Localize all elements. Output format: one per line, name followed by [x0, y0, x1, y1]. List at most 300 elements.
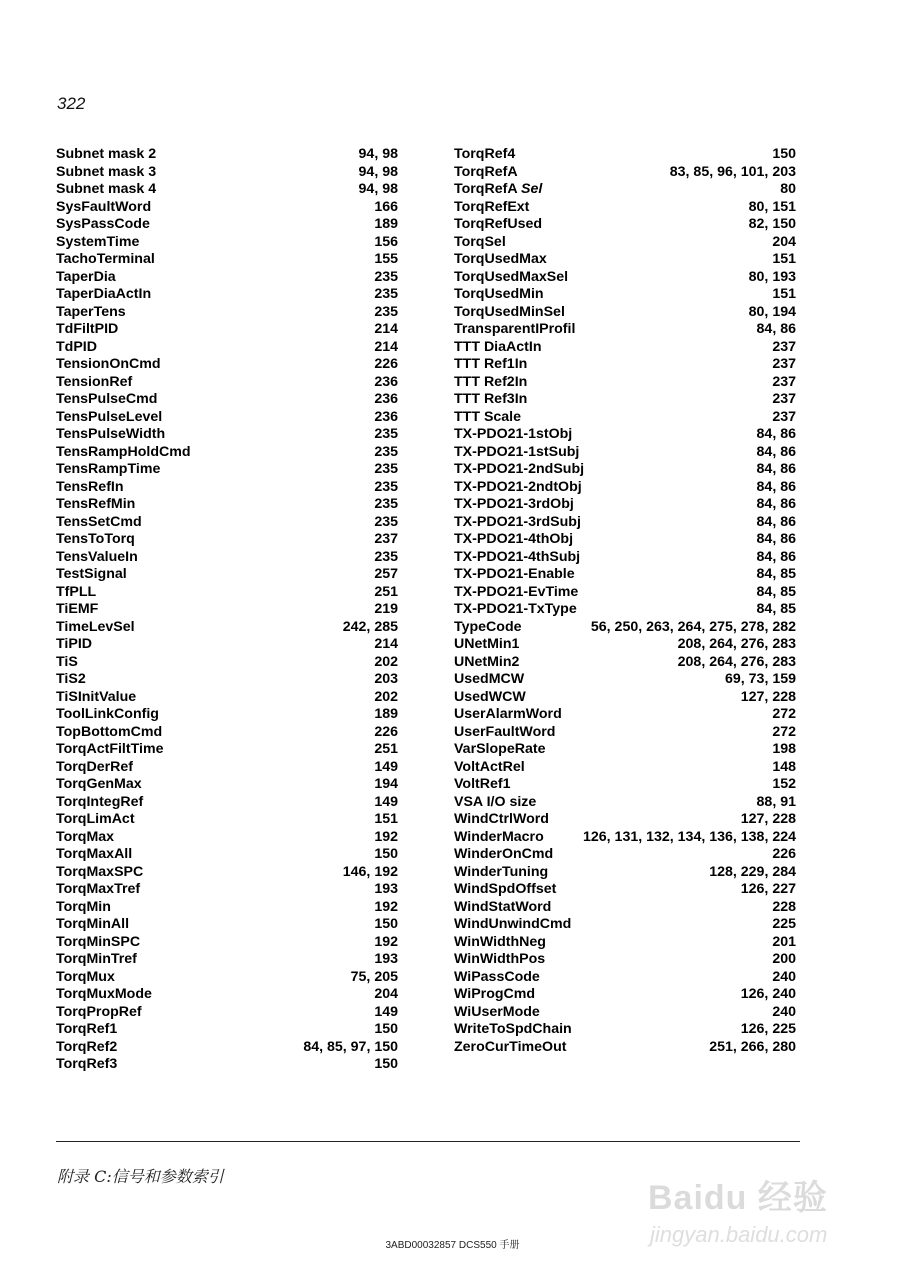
index-term — [454, 846, 553, 864]
index-entry — [454, 199, 796, 217]
index-entry — [56, 654, 398, 672]
index-term-text: TX-PDO21-2ndtObj — [454, 478, 582, 495]
index-page-refs: 237 — [772, 356, 796, 372]
index-entry — [56, 619, 398, 637]
index-term-text: TypeCode — [454, 618, 522, 635]
index-term — [454, 461, 584, 479]
index-term-text: TfPLL — [56, 583, 97, 600]
index-entry — [454, 426, 796, 444]
index-entry — [454, 899, 796, 917]
index-term-text: WiProgCmd — [454, 986, 536, 1002]
index-page-refs: 225 — [772, 916, 796, 932]
index-term-text: TensionOnCmd — [56, 356, 161, 372]
index-entry — [56, 916, 398, 934]
index-term-text: TorqDerRef — [56, 758, 133, 775]
index-entry — [454, 1039, 796, 1057]
index-term-text: TorqMinTref — [56, 951, 137, 967]
index-page-refs: 189 — [374, 216, 398, 232]
index-page-refs: 94, 98 — [358, 181, 398, 197]
index-term-text: TorqIntegRef — [56, 793, 144, 810]
index-entry — [56, 549, 398, 567]
index-term-text: TorqMinAll — [56, 916, 130, 932]
index-entry — [454, 514, 796, 532]
index-entry — [56, 1004, 398, 1022]
index-term — [56, 444, 191, 462]
index-page-refs: 214 — [374, 321, 398, 337]
index-term-text: UNetMin1 — [454, 636, 520, 652]
index-entry — [454, 216, 796, 234]
index-page-refs: 84, 86 — [756, 321, 796, 337]
index-term-text: ZeroCurTimeOut — [454, 1038, 567, 1055]
index-entry — [454, 286, 796, 304]
index-entry — [56, 1056, 398, 1074]
index-page-refs: 193 — [374, 881, 398, 897]
index-term-text: TorqRefUsed — [454, 216, 543, 232]
index-entry — [454, 269, 796, 287]
index-entry — [56, 969, 398, 987]
index-entry — [56, 584, 398, 602]
index-term — [454, 951, 545, 969]
index-entry — [56, 934, 398, 952]
index-page-refs: 208, 264, 276, 283 — [677, 636, 796, 652]
index-entry — [56, 741, 398, 759]
index-entry — [454, 251, 796, 269]
index-term — [454, 496, 574, 514]
index-term-text: TorqSel — [454, 233, 506, 250]
index-page-refs: 235 — [374, 496, 398, 512]
index-page-refs: 235 — [374, 303, 398, 320]
index-page-refs: 192 — [374, 933, 398, 950]
index-term — [454, 549, 580, 567]
index-page-refs: 84, 86 — [756, 426, 796, 442]
index-page-refs: 202 — [374, 653, 398, 670]
index-term-text: TX-PDO21-3rdSubj — [454, 513, 581, 530]
index-page-refs: 272 — [772, 723, 796, 740]
index-term-text: TX-PDO21-3rdObj — [454, 496, 574, 512]
index-term-suffix: Sel — [521, 181, 543, 197]
index-term-text: Subnet mask 4 — [56, 181, 157, 197]
index-entry — [454, 164, 796, 182]
index-term-text: TorqMaxTref — [56, 881, 141, 897]
index-page-refs: 272 — [772, 706, 796, 722]
index-page-refs: 149 — [374, 1003, 398, 1020]
index-term — [56, 426, 165, 444]
index-term — [56, 566, 127, 584]
index-page-refs: 126, 131, 132, 134, 136, 138, 224 — [583, 828, 796, 845]
index-term — [454, 986, 535, 1004]
index-term-text: TX-PDO21-Enable — [454, 566, 575, 582]
index-entry — [454, 654, 796, 672]
index-page-refs: 214 — [374, 338, 398, 355]
index-entry — [56, 1021, 398, 1039]
index-page-refs: 151 — [772, 251, 796, 267]
index-term — [454, 234, 506, 252]
index-term — [56, 356, 161, 374]
index-entry — [56, 671, 398, 689]
index-page-refs: 194 — [374, 776, 398, 792]
index-entry — [56, 181, 398, 199]
index-page-refs: 94, 98 — [358, 163, 398, 180]
index-page-refs: 150 — [374, 1021, 398, 1037]
index-term-text: TX-PDO21-TxType — [454, 601, 577, 617]
index-entry — [454, 671, 796, 689]
index-entry — [56, 706, 398, 724]
index-term-text: TransparentIProfil — [454, 321, 576, 337]
index-term — [454, 969, 540, 987]
index-term-text: TorqRef1 — [56, 1021, 118, 1037]
index-page-refs: 226 — [772, 846, 796, 862]
index-entry — [454, 934, 796, 952]
index-entry — [56, 636, 398, 654]
index-term — [56, 234, 139, 252]
page-number: 322 — [57, 94, 86, 113]
index-term — [56, 304, 126, 322]
index-page-refs: 200 — [772, 951, 796, 967]
index-entry — [56, 444, 398, 462]
index-term-text: ToolLinkConfig — [56, 706, 159, 722]
index-term — [56, 269, 116, 287]
index-entry — [56, 1039, 398, 1057]
index-page-refs: 236 — [374, 391, 398, 407]
index-entry — [454, 146, 796, 164]
index-term-text: VarSlopeRate — [454, 741, 546, 757]
index-entry — [454, 374, 796, 392]
index-term-text: TiPID — [56, 636, 93, 652]
index-page-refs: 226 — [374, 356, 398, 372]
index-term — [56, 934, 140, 952]
index-term-text: WindUnwindCmd — [454, 916, 572, 932]
index-term — [56, 689, 136, 707]
index-term — [56, 741, 163, 759]
index-term-text: TTT Ref1In — [454, 356, 528, 372]
index-term-text: TensPulseWidth — [56, 426, 166, 442]
index-term — [56, 986, 152, 1004]
index-term — [454, 689, 526, 707]
index-page-refs: 88, 91 — [756, 793, 796, 810]
index-column-right — [454, 146, 796, 1056]
index-term — [56, 759, 133, 777]
index-term — [454, 1021, 572, 1039]
index-term — [454, 321, 575, 339]
index-term-text: TorqRef3 — [56, 1056, 118, 1072]
footer-document-id: 3ABD00032857 DCS550 手册 — [385, 1240, 520, 1251]
index-entry — [454, 759, 796, 777]
index-page-refs: 84, 85 — [756, 566, 796, 582]
index-term — [56, 811, 135, 829]
index-entry — [454, 356, 796, 374]
index-term — [56, 216, 150, 234]
index-term-text: TorqUsedMaxSel — [454, 268, 569, 285]
index-entry — [454, 741, 796, 759]
index-term-text: TorqLimAct — [56, 811, 135, 827]
index-entry — [56, 951, 398, 969]
index-term-text: TensRampTime — [56, 461, 161, 477]
index-page-refs: 150 — [772, 146, 796, 162]
index-term — [56, 374, 132, 392]
index-term — [454, 934, 546, 952]
index-term-text: WindSpdOffset — [454, 881, 557, 897]
index-entry — [56, 566, 398, 584]
index-term — [56, 1056, 117, 1074]
index-entry — [56, 794, 398, 812]
index-page-refs: 127, 228 — [740, 688, 796, 705]
index-term-text: WiUserMode — [454, 1003, 540, 1020]
index-term — [56, 1004, 142, 1022]
index-page-refs: 151 — [374, 811, 398, 827]
index-page-refs: 251 — [374, 741, 398, 757]
index-term-text: TX-PDO21-4thObj — [454, 531, 574, 547]
index-term — [454, 706, 562, 724]
index-term — [56, 181, 156, 199]
index-term — [454, 636, 519, 654]
index-term-text: TX-PDO21-4thSubj — [454, 548, 581, 565]
index-entry — [454, 829, 796, 847]
index-entry — [56, 286, 398, 304]
index-term — [454, 864, 548, 882]
index-term — [454, 741, 545, 759]
index-term — [454, 794, 536, 812]
index-term-text: TorqUsedMax — [454, 251, 547, 267]
index-page-refs: 235 — [374, 426, 398, 442]
index-term — [454, 216, 542, 234]
index-term — [56, 881, 140, 899]
index-term-text: TTT Scale — [454, 408, 522, 425]
index-term-text: WinWidthNeg — [454, 933, 546, 950]
index-term — [56, 164, 156, 182]
index-page-refs: 204 — [772, 233, 796, 250]
index-page-refs: 150 — [374, 916, 398, 932]
index-term — [56, 409, 162, 427]
index-entry — [56, 601, 398, 619]
index-term — [454, 181, 542, 199]
index-entry — [56, 864, 398, 882]
index-term-text: TdPID — [56, 338, 97, 355]
index-page-refs: 166 — [374, 198, 398, 215]
index-entry — [454, 636, 796, 654]
index-entry — [454, 549, 796, 567]
index-term-text: WiPassCode — [454, 968, 540, 985]
index-entry — [454, 584, 796, 602]
index-term-text: SysPassCode — [56, 216, 150, 232]
index-entry — [454, 1021, 796, 1039]
index-term — [454, 146, 515, 164]
footer-section-title: 附录 C:信号和参数索引 — [57, 1167, 224, 1186]
index-page-refs: 148 — [772, 758, 796, 775]
index-column-left — [56, 146, 398, 1074]
index-term — [454, 776, 511, 794]
index-term-text: TX-PDO21-1stObj — [454, 426, 573, 442]
index-term-text: TaperTens — [56, 303, 126, 320]
index-page-refs: 126, 227 — [740, 881, 796, 897]
index-term — [56, 794, 143, 812]
index-term-text: UsedWCW — [454, 688, 526, 705]
index-entry — [56, 514, 398, 532]
index-entry — [454, 776, 796, 794]
index-term — [56, 199, 151, 217]
index-term — [56, 654, 78, 672]
index-term-text: TensionRef — [56, 373, 133, 390]
index-page-refs: 237 — [772, 391, 796, 407]
index-page-refs: 82, 150 — [748, 216, 796, 232]
index-term — [56, 899, 111, 917]
index-term-text: TiEMF — [56, 601, 99, 617]
index-page-refs: 236 — [374, 408, 398, 425]
index-term-text: TTT Ref2In — [454, 373, 528, 390]
index-term-text: TensSetCmd — [56, 513, 142, 530]
index-term — [56, 969, 115, 987]
index-term-text: WriteToSpdChain — [454, 1021, 572, 1037]
index-page-refs: 149 — [374, 758, 398, 775]
index-term-text: TorqRef4 — [454, 146, 516, 162]
index-term — [454, 899, 551, 917]
index-page-refs: 75, 205 — [350, 968, 398, 985]
index-page-refs: 228 — [772, 898, 796, 915]
index-entry — [56, 251, 398, 269]
index-term-text: VSA I/O size — [454, 793, 537, 810]
index-entry — [454, 811, 796, 829]
index-page-refs: 237 — [374, 531, 398, 547]
index-entry — [56, 479, 398, 497]
index-term — [56, 1039, 117, 1057]
index-page-refs: 150 — [374, 846, 398, 862]
index-entry — [56, 759, 398, 777]
index-page-refs: 84, 86 — [756, 496, 796, 512]
index-page-refs: 201 — [772, 933, 796, 950]
index-page-refs: 80 — [780, 181, 796, 197]
index-term — [56, 776, 142, 794]
index-page-refs: 240 — [772, 1003, 796, 1020]
index-page-refs: 204 — [374, 986, 398, 1002]
index-term — [454, 1004, 540, 1022]
index-term-text: WindCtrlWord — [454, 811, 549, 827]
index-term — [454, 514, 581, 532]
index-page-refs: 242, 285 — [342, 618, 398, 635]
index-entry — [56, 374, 398, 392]
index-page-refs: 80, 194 — [748, 303, 796, 320]
index-page-refs: 84, 86 — [756, 531, 796, 547]
index-page-refs: 235 — [374, 478, 398, 495]
index-entry — [454, 881, 796, 899]
index-term-text: SysFaultWord — [56, 198, 152, 215]
index-page-refs: 237 — [772, 408, 796, 425]
index-entry — [454, 531, 796, 549]
index-page-refs: 126, 225 — [740, 1021, 796, 1037]
index-term — [56, 339, 97, 357]
index-term — [56, 461, 160, 479]
index-entry — [56, 461, 398, 479]
index-term-text: TorqGenMax — [56, 776, 142, 792]
index-term — [56, 479, 124, 497]
index-entry — [454, 181, 796, 199]
index-term — [454, 829, 544, 847]
index-term-text: TorqActFiltTime — [56, 741, 164, 757]
index-term — [56, 864, 143, 882]
index-term-text: TensValueIn — [56, 548, 138, 565]
index-entry — [454, 391, 796, 409]
index-page-refs: 235 — [374, 513, 398, 530]
index-page-refs: 80, 151 — [748, 198, 796, 215]
index-term-text: TensRampHoldCmd — [56, 443, 191, 460]
index-term-text: TaperDiaActIn — [56, 286, 152, 302]
index-term-text: TorqMinSPC — [56, 933, 141, 950]
index-term-text: TorqMax — [56, 828, 115, 845]
index-page-refs: 128, 229, 284 — [709, 863, 796, 880]
index-term — [454, 374, 527, 392]
index-term — [56, 619, 135, 637]
index-page-refs: 235 — [374, 548, 398, 565]
index-entry — [454, 409, 796, 427]
watermark-url: jingyan.baidu.com — [650, 1222, 828, 1247]
index-page-refs: 152 — [772, 776, 796, 792]
index-term-text: TorqMaxSPC — [56, 863, 144, 880]
index-entry — [56, 234, 398, 252]
index-page-refs: 189 — [374, 706, 398, 722]
index-page-refs: 235 — [374, 268, 398, 285]
index-term-text: TTT DiaActIn — [454, 338, 542, 355]
index-term-text: TorqMuxMode — [56, 986, 152, 1002]
index-entry — [454, 794, 796, 812]
index-term — [56, 846, 132, 864]
index-term — [56, 829, 114, 847]
index-term-text: UserFaultWord — [454, 723, 556, 740]
index-entry — [56, 881, 398, 899]
index-term — [56, 531, 135, 549]
index-term — [454, 444, 579, 462]
index-term — [454, 671, 524, 689]
index-term — [454, 584, 578, 602]
index-term — [454, 654, 519, 672]
index-term — [454, 619, 522, 637]
index-term-text: TensToTorq — [56, 531, 135, 547]
index-term-text: TdFiltPID — [56, 321, 119, 337]
index-term-text: Subnet mask 3 — [56, 163, 157, 180]
index-page-refs: 203 — [374, 671, 398, 687]
index-term-text: UserAlarmWord — [454, 706, 562, 722]
index-page-refs: 84, 86 — [756, 443, 796, 460]
index-term-text: TorqRefExt — [454, 198, 530, 215]
index-term — [454, 164, 518, 182]
index-page-refs: 237 — [772, 338, 796, 355]
index-page-refs: 240 — [772, 968, 796, 985]
index-entry — [454, 969, 796, 987]
index-entry — [56, 146, 398, 164]
index-entry — [56, 269, 398, 287]
index-term — [454, 1039, 566, 1057]
index-entry — [56, 846, 398, 864]
index-page-refs: 149 — [374, 793, 398, 810]
index-term-text: TestSignal — [56, 566, 127, 582]
index-term — [454, 426, 572, 444]
index-term — [56, 584, 96, 602]
index-term — [454, 601, 577, 619]
index-page-refs: 155 — [374, 251, 398, 267]
index-page-refs: 69, 73, 159 — [725, 671, 796, 687]
index-page-refs: 251 — [374, 583, 398, 600]
index-entry — [56, 304, 398, 322]
index-entry — [56, 356, 398, 374]
index-page-refs: 94, 98 — [358, 146, 398, 162]
index-page-refs: 235 — [374, 286, 398, 302]
index-term-text: TX-PDO21-2ndSubj — [454, 461, 585, 477]
index-entry — [56, 531, 398, 549]
index-term-text: TensPulseLevel — [56, 408, 163, 425]
index-term-text: TorqUsedMinSel — [454, 303, 565, 320]
index-term — [454, 479, 582, 497]
index-entry — [454, 986, 796, 1004]
index-term — [454, 881, 556, 899]
index-term — [56, 601, 98, 619]
index-entry — [56, 496, 398, 514]
